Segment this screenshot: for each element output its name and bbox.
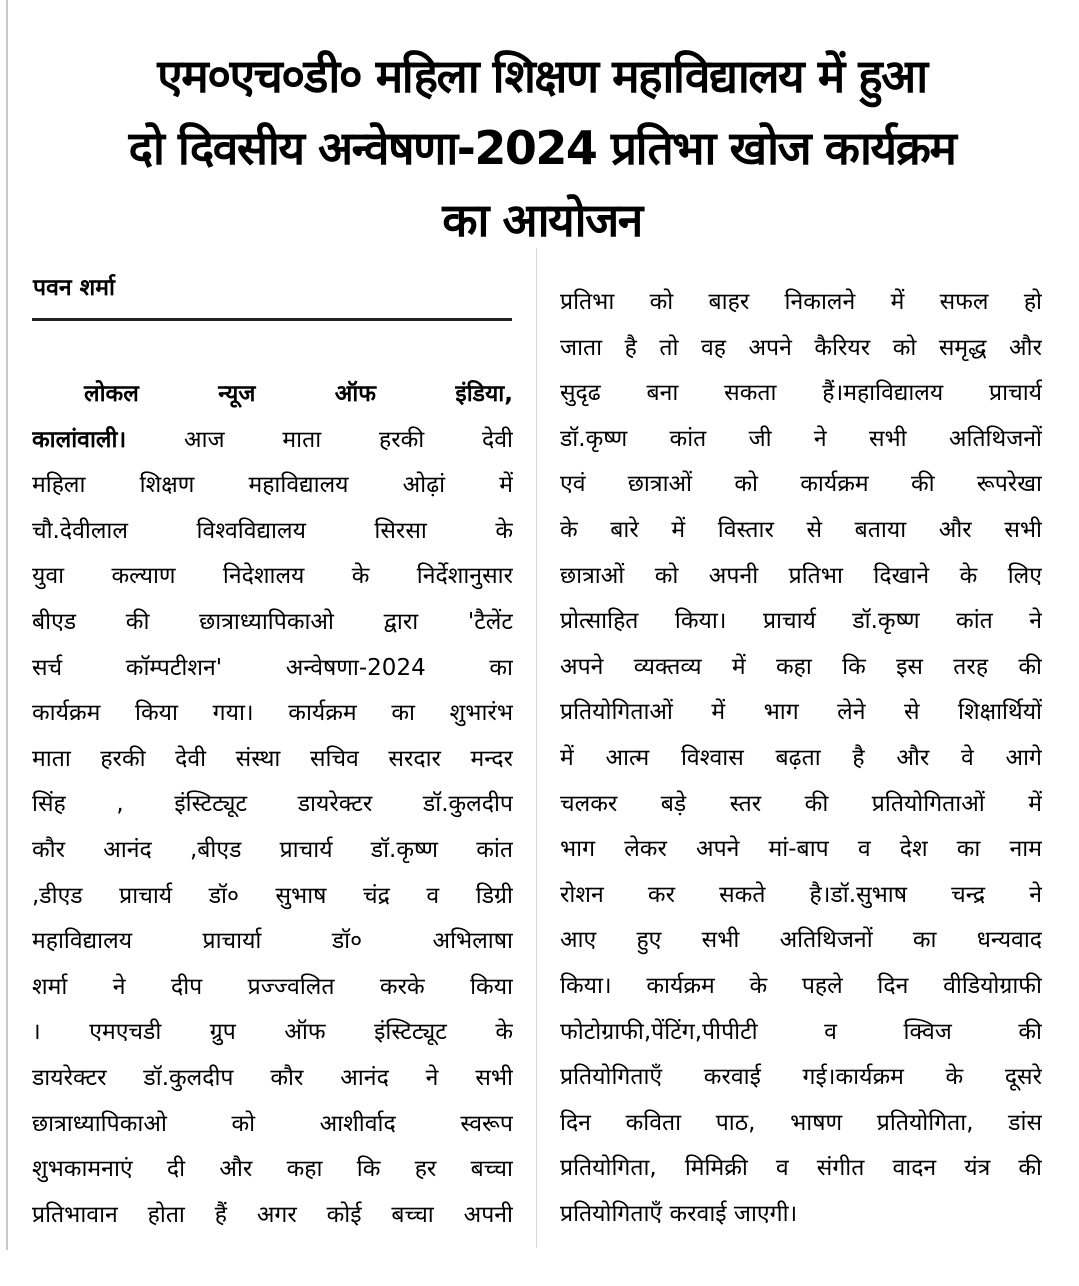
article-line xyxy=(32,372,513,418)
article-line: प्रतियोगिता, मिमिक्री व संगीत वादन यंत्र की xyxy=(560,1155,1042,1182)
column-divider xyxy=(536,248,537,1248)
article-line: चौ.देवीलाल विश्वविद्यालय सिरसा के xyxy=(32,517,513,544)
article-line: डॉ.कृष्ण कांत जी ने सभी अतिथिजनों xyxy=(560,425,1042,452)
headline xyxy=(22,40,1062,256)
article-line: प्रतिभा को बाहर निकालने में सफल हो xyxy=(560,289,1042,315)
article-line: प्रतिभावान होता हैं अगर कोई बच्चा अपनी xyxy=(32,1201,513,1228)
article-line: ,डीएड प्राचार्य डॉ० सुभाष चंद्र व डिग्री xyxy=(32,882,513,909)
article-line: युवा कल्याण निदेशालय के निर्देशानुसार xyxy=(32,563,513,590)
page-edge-line xyxy=(6,0,8,1250)
headline-line: एम०एच०डी० महिला शिक्षण महाविद्यालय में हुआ xyxy=(157,49,927,103)
article-line: कौर आनंद ,बीएड प्राचार्य डॉ.कृष्ण कांत xyxy=(32,836,513,863)
article-line: किया। कार्यक्रम के पहले दिन वीडियोग्राफी xyxy=(560,972,1042,999)
byline: पवन शर्मा xyxy=(33,275,115,301)
dateline: लोकल न्यूज ऑफ इंडिया, xyxy=(84,381,513,407)
article-line: छात्राध्यापिकाओ को आशीर्वाद स्वरूप xyxy=(32,1110,513,1137)
article-line: के बारे में विस्तार से बताया और सभी xyxy=(560,516,1042,543)
article-line: रोशन कर सकते है।डॉ.सुभाष चन्द्र ने xyxy=(560,881,1042,908)
headline-line: का आयोजन xyxy=(442,193,642,247)
article-line: महाविद्यालय प्राचार्या डॉ० अभिलाषा xyxy=(32,928,513,955)
article-column-right xyxy=(560,280,1042,1237)
article-line: सर्च कॉम्पटीशन' अन्वेषणा-2024 का xyxy=(32,654,513,681)
article-line: एवं छात्राओं को कार्यक्रम की रूपरेखा xyxy=(560,471,1042,498)
article-line: चलकर बड़े स्तर की प्रतियोगिताओं में xyxy=(560,790,1042,817)
article-line: शुभकामनाएं दी और कहा कि हर बच्चा xyxy=(32,1156,513,1183)
article-line: कार्यक्रम किया गया। कार्यक्रम का शुभारंभ xyxy=(32,700,513,727)
article-line: सिंह , इंस्टिट्यूट डायरेक्टर डॉ.कुलदीप xyxy=(32,791,513,818)
dateline-place: कालांवाली। xyxy=(32,426,127,453)
article-line: छात्राओं को अपनी प्रतिभा दिखाने के लिए xyxy=(560,562,1042,589)
article-line: आए हुए सभी अतिथिजनों का धन्यवाद xyxy=(560,927,1042,954)
byline-rule xyxy=(32,318,512,321)
article-line: भाग लेकर अपने मां-बाप व देश का नाम xyxy=(560,836,1042,863)
article-line: बीएड की छात्राध्यापिकाओ द्वारा 'टैलेंट xyxy=(32,608,513,635)
article-line: प्रतियोगिताएँ करवाई जाएगी। xyxy=(560,1200,798,1227)
article-column-left xyxy=(32,372,513,1238)
article-line: फोटोग्राफी,पेंटिंग,पीपीटी व क्विज की xyxy=(560,1018,1042,1045)
article-line: प्रतियोगिताओं में भाग लेने से शिक्षार्थियों xyxy=(560,699,1042,726)
article-line: डायरेक्टर डॉ.कुलदीप कौर आनंद ने सभी xyxy=(32,1064,513,1091)
article-line: जाता है तो वह अपने कैरियर को समृद्ध और xyxy=(560,334,1042,361)
headline-line: दो दिवसीय अन्वेषणा-2024 प्रतिभा खोज कार्यक्रम xyxy=(128,121,956,175)
lead-text: आज माता हरकी देवी xyxy=(126,426,513,453)
article-line: प्रोत्साहित किया। प्राचार्य डॉ.कृष्ण कांत ने xyxy=(560,608,1042,635)
article-line: अपने व्यक्तव्य में कहा कि इस तरह की xyxy=(560,653,1042,680)
article-line: । एमएचडी ग्रुप ऑफ इंस्टिट्यूट के xyxy=(32,1019,513,1046)
article-line: सुदृढ बना सकता हैं।महाविद्यालय प्राचार्य xyxy=(560,380,1042,407)
article-line: में आत्म विश्वास बढ़ता है और वे आगे xyxy=(560,744,1042,771)
article-line: प्रतियोगिताएँ करवाई गई।कार्यक्रम के दूसरे xyxy=(560,1064,1042,1091)
article-line: माता हरकी देवी संस्था सचिव सरदार मन्दर xyxy=(32,745,513,772)
article-line: शर्मा ने दीप प्रज्ज्वलित करके किया xyxy=(32,973,513,1000)
article-line: महिला शिक्षण महाविद्यालय ओढ़ां में xyxy=(32,472,513,499)
article-line xyxy=(32,418,513,464)
article-line: दिन कविता पाठ, भाषण प्रतियोगिता, डांस xyxy=(560,1109,1042,1136)
